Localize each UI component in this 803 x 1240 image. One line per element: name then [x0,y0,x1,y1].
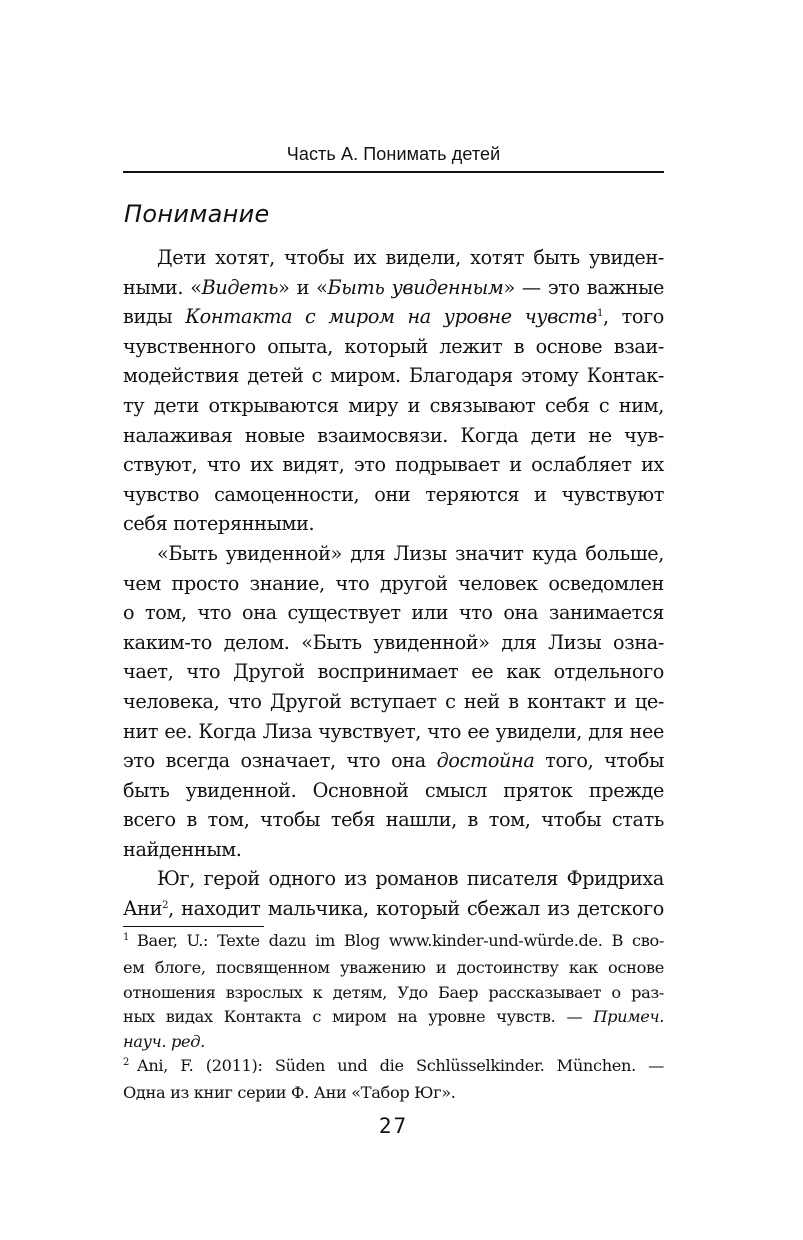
text-run: всего в том, чтобы тебя нашли, в том, чтобы стать [123,808,664,832]
footnote-line [123,1005,664,1029]
text-line [123,421,664,451]
emphasis-text: науч. ред. [123,1031,205,1051]
text-line [123,509,664,539]
text-line [123,805,664,835]
running-header: Часть А. Понимать детей [286,144,501,164]
text-run: нит ее. Когда Лиза чувствует, что ее увидели, для нее [123,719,664,743]
text-run: чем просто знание, что другой человек осведомлен [123,571,664,595]
paragraph [123,864,664,923]
text-line [123,717,664,747]
text-run: » — это важные [503,275,665,299]
text-line [123,361,664,391]
text-run: ных видах Контакта с миром на уровне чувств. — [123,1007,594,1027]
text-run: Ани [123,897,163,921]
text-run: найденным. [123,837,242,861]
text-line [123,539,664,569]
text-line [123,332,664,362]
section-title: Понимание [124,200,270,228]
footnote-line [123,929,664,956]
text-run: каким-то делом. «Быть увиденной» для Лизы озна- [123,630,664,654]
text-line [123,302,664,332]
text-line [123,450,664,480]
text-run: Дети хотят, чтобы их видели, хотят быть увиден- [157,246,664,269]
text-run: ем блоге, посвященном уважению и достоинству как основе [123,958,664,978]
text-run: это всегда означает, что она [123,749,437,773]
text-run: виды [123,305,186,329]
text-run: «Быть увиденной» для Лизы значит куда больше, [157,541,664,565]
text-line [123,864,664,894]
footnote-reference: 1 [596,308,603,320]
text-run: чувственного опыта, который лежит в основе взаи- [123,334,664,358]
footnote-marker: 2 [123,1057,130,1069]
footnote-marker: 1 [123,932,130,943]
text-run: ствуют, что их видят, это подрывает и ослабляет их [123,453,664,477]
text-line [123,687,664,717]
body-text [123,243,664,924]
footnote-reference: 2 [162,900,169,912]
text-run: чает, что Другой воспринимает ее как отдельного [123,660,664,684]
text-line [123,657,664,687]
emphasis-text: Быть увиденным [327,275,504,299]
text-run: себя потерянными. [123,512,315,536]
text-line [123,243,664,273]
paragraph [123,243,664,539]
footnote-line [123,956,664,980]
text-run: Ani, F. (2011): Süden und die Schlüsselkinder. München. — [137,1056,664,1076]
text-run: ными. « [123,275,202,299]
text-line [123,598,664,628]
text-line [123,628,664,658]
text-run: Юг, герой одного из романов писателя Фридриха [157,867,664,891]
emphasis-text: Примеч. [593,1007,664,1027]
footnote-line [123,1054,664,1081]
text-run: человека, что Другой вступает с ней в контакт и це- [123,689,664,713]
text-run: того, чтобы [534,749,664,773]
text-run: налаживая новые взаимосвязи. Когда дети не чув- [123,423,664,447]
emphasis-text: достойна [436,749,535,773]
text-run: , находит мальчика, который сбежал из детского [168,897,664,921]
footnote-line [123,981,664,1005]
page-number: 27 [378,1114,409,1138]
emphasis-text: Видеть [201,275,279,299]
footnote-rule [123,926,264,927]
text-run: Одна из книг серии Ф. Ани «Табор Юг». [123,1083,456,1103]
text-line [123,569,664,599]
text-run: модействия детей с миром. Благодаря этому Контак- [123,364,664,388]
header-rule [123,171,664,173]
text-run: Baer, U.: Texte dazu im Blog www.kinder-und-würde.de. В сво- [137,931,664,950]
text-line [123,480,664,510]
footnote-line [123,1030,664,1054]
text-line [123,746,664,776]
paragraph [123,539,664,865]
text-run: чувство самоценности, они теряются и чувствуют [123,482,664,506]
footnotes [123,929,664,1106]
text-run: о том, что она существует или что она занимается [123,601,664,625]
footnote-line [123,1081,664,1105]
text-line [123,273,664,303]
text-run: ту дети открываются миру и связывают себя с ним, [123,393,664,417]
emphasis-text: Контакта с миром на уровне чувств [185,305,597,329]
text-run: , того [602,305,665,329]
text-line [123,776,664,806]
text-run: » и « [278,275,328,299]
text-run: отношения взрослых к детям, Удо Баер рассказывает о раз- [123,982,664,1002]
text-line [123,391,664,421]
text-line [123,894,664,924]
text-run: быть увиденной. Основной смысл пряток прежде [123,778,664,802]
text-line [123,835,664,865]
footnote [123,1054,664,1106]
footnote [123,929,664,1054]
